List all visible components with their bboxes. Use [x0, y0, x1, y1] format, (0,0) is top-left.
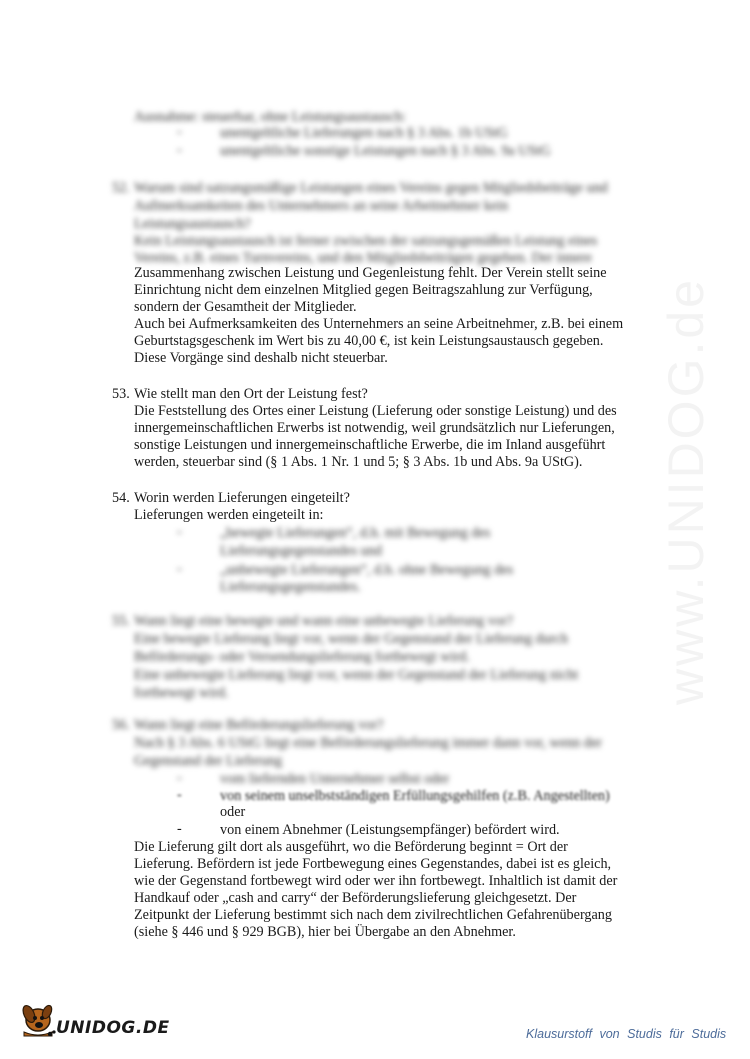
answer-text: Die Lieferung gilt dort als ausgeführt, wo die Beförderung beginnt = Ort der [134, 839, 568, 855]
answer-text: Zusammenhang zwischen Leistung und Gegenleistung fehlt. Der Verein stellt seine [134, 265, 607, 281]
watermark: www.UNIDOG.de [658, 277, 714, 705]
bullet-text: vom liefernden Unternehmer selbst oder [220, 771, 450, 787]
answer-text: Einrichtung nicht dem einzelnen Mitglied gegen Beitragszahlung zur Verfügung, [134, 282, 593, 298]
answer-text: sonstige Leistungen und innergemeinschaftliche Erwerbe, die im Inland ausgeführt [134, 437, 606, 453]
question-number: 55. [112, 613, 130, 629]
answer-text: Zeitpunkt der Lieferung bestimmt sich nach dem zivilrechtlichen Gefahrenübergang [134, 907, 612, 923]
question-text: Worin werden Lieferungen eingeteilt? [134, 490, 350, 506]
bullet-text: von seinem unselbstständigen Erfüllungsgehilfen (z.B. Angestellten) [220, 788, 610, 804]
answer-text: Auch bei Aufmerksamkeiten des Unternehmers an seine Arbeitnehmer, z.B. bei einem [134, 316, 624, 332]
question-number: 53. [112, 386, 130, 402]
question-text: Wie stellt man den Ort der Leistung fest? [134, 386, 368, 402]
question-text: Warum sind satzungsmäßige Leistungen eines Vereins gegen Mitgliedsbeiträge und [134, 180, 608, 196]
bullet-text: von einem Abnehmer (Leistungsempfänger) befördert wird. [220, 822, 560, 838]
bullet-text: Lieferungsgegenstandes. [220, 579, 361, 595]
answer-text: Lieferung. Befördern ist jede Fortbewegung eines Gegenstandes, dabei ist es gleich, [134, 856, 612, 872]
answer-text: Lieferungen werden eingeteilt in: [134, 507, 324, 523]
question-text: Aufmerksamkeiten des Unternehmers an seine Arbeitnehmer kein [134, 198, 509, 214]
answer-text: Kein Leistungsaustausch ist ferner zwischen der satzungsgemäßen Leistung eines [134, 233, 598, 249]
answer-text: Geburtstagsgeschenk im Wert bis zu 40,00 €, ist kein Leistungsaustausch gegeben. [134, 333, 604, 349]
answer-text: Eine bewegte Lieferung liegt vor, wenn der Gegenstand der Lieferung durch [134, 631, 568, 647]
question-number: 56. [112, 717, 130, 733]
bullet-dash: - [177, 142, 182, 158]
bullet-dash: - [177, 821, 182, 837]
question-text: Leistungsaustausch? [134, 216, 251, 232]
logo-text[interactable]: UNIDOG.DE [56, 1018, 170, 1038]
question-text: Wann liegt eine Beförderungslieferung vor? [134, 717, 384, 733]
bullet-text: oder [220, 804, 246, 820]
answer-text: wie der Gegenstand fortbewegt wird oder wer ihn fortbewegt. Inhaltlich ist damit der [134, 873, 618, 889]
answer-text: Vereins, z.B. eines Turnvereins, und den Mitgliedsbeiträgen gegeben. Der innere [134, 250, 592, 266]
bullet-dash: - [177, 124, 182, 140]
question-number: 54. [112, 490, 130, 506]
answer-text: Die Feststellung des Ortes einer Leistung (Lieferung oder sonstige Leistung) und des [134, 403, 617, 419]
answer-text: Eine unbewegte Lieferung liegt vor, wenn der Gegenstand der Lieferung nicht [134, 667, 579, 683]
footer-tagline: Klausurstoff von Studis für Studis [526, 1027, 727, 1041]
answer-text: innergemeinschaftlichen Erwerbs ist notwendig, weil grundsätzlich nur Lieferungen, [134, 420, 615, 436]
answer-text: Beförderungs- oder Versendungslieferung fortbewegt wird. [134, 649, 470, 665]
bullet-dash: - [177, 524, 182, 540]
answer-text: (siehe § 446 und § 929 BGB), hier bei Übergabe an den Abnehmer. [134, 924, 516, 940]
bullet-text: Lieferungsgegenstandes und [220, 543, 382, 559]
text-line: Ausnahme: steuerbar, ohne Leistungsaustausch: [134, 109, 407, 125]
answer-text: Gegenstand der Lieferung [134, 753, 283, 769]
answer-text: Diese Vorgänge sind deshalb nicht steuerbar. [134, 350, 388, 366]
answer-text: sondern der Gesamtheit der Mitglieder. [134, 299, 357, 315]
bullet-dash: - [177, 787, 182, 803]
answer-text: werden, steuerbar sind (§ 1 Abs. 1 Nr. 1 und 5; § 3 Abs. 1b und Abs. 9a UStG). [134, 454, 583, 470]
bullet-dash: - [177, 561, 182, 577]
bullet-text: „bewegte Lieferungen“, d.h. mit Bewegung des [220, 525, 491, 541]
bullet-text: „unbewegte Lieferungen“, d.h. ohne Bewegung des [220, 562, 514, 578]
answer-text: fortbewegt wird. [134, 685, 229, 701]
text-line: unentgeltliche Lieferungen nach § 3 Abs. 1b UStG [220, 125, 508, 141]
text-line: unentgeltliche sonstige Leistungen nach § 3 Abs. 9a UStG [220, 143, 551, 159]
bullet-dash: - [177, 770, 182, 786]
question-text: Wann liegt eine bewegte und wann eine unbewegte Lieferung vor? [134, 613, 514, 629]
answer-text: Nach § 3 Abs. 6 UStG liegt eine Beförderungslieferung immer dann vor, wenn der [134, 735, 602, 751]
question-number: 52. [112, 180, 130, 196]
answer-text: Handkauf oder „cash and carry“ der Beförderungslieferung gleichgesetzt. Der [134, 890, 577, 906]
